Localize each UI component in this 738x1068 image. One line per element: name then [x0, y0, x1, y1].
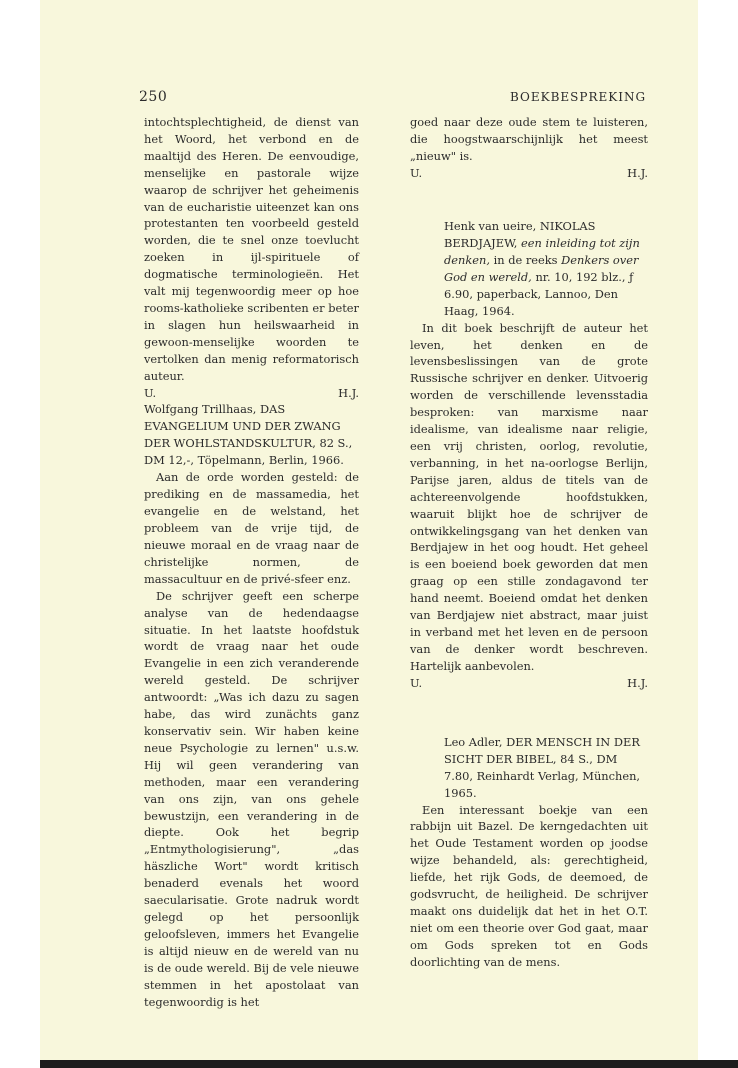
review-3-series-label: in de reeks: [493, 252, 558, 267]
page-number: 250: [139, 89, 168, 105]
review-3-bibliography: [444, 218, 648, 320]
reviewer-initial-left: U.: [144, 385, 157, 400]
review-2-paragraph-1: Aan de orde worden gesteld: de prediking en de massamedia, het evangelie en de welstand, het probleem van de vrije tijd, de nieuwe moraal en de vraag naar de christelijke normen, de massacultuur en de privé-sfeer enz.: [144, 470, 359, 586]
review-4-bibliography: Leo Adler, DER MENSCH IN DER SICHT DER BIBEL, 84 S., DM 7.80, Reinhardt Verlag, München, 1965.: [444, 734, 641, 800]
review-2-signature: [410, 165, 648, 182]
reviewer-initial-right: H.J.: [338, 385, 359, 400]
review-3-series: Denkers over God en wereld,: [444, 252, 639, 284]
reviewer-initial-left: U.: [410, 165, 423, 180]
review-3-paragraph-1: In dit boek beschrijft de auteur het leven, het denken en de levensbeslissingen van de grote Russische schrijver en denker. Uitvoerig worden de verschillende levensstadia besproken: van marxisme naar idealisme, van idealisme naar religie, een vrij christen, oorlog, revolutie, verbanning, in het na-oorlogse Berlijn, Parijse jaren, aldus de titels van de achtereenvolgende hoofdstukken, waaruit blijkt hoe de schrijver de ontwikkelingsgang van het denken van Berdjajew in het oog houdt. Het geheel is een boeiend boek geworden dat men graag op een stille zondagavond ter hand neemt. Boeiend omdat het denken van Berdjajew niet abstract, maar juist in verband met het leven en de persoon van de denker wordt beschreven. Hartelijk aanbevolen.: [410, 320, 648, 673]
running-head: BOEKBESPREKING: [510, 90, 647, 104]
reviewer-initial-right: H.J.: [627, 675, 648, 690]
review-2-bibliography: Wolfgang Trillhaas, DAS EVANGELIUM UND DER ZWANG DER WOHLSTANDSKULTUR, 82 S., DM 12,-, Töpelmann, Berlin, 1966.: [144, 402, 353, 468]
review-3-publication: nr. 10, 192 blz., ƒ 6.90, paperback, Lannoo, Den Haag, 1964.: [444, 269, 634, 318]
scan-bottom-edge: [40, 1060, 738, 1068]
right-column: [410, 114, 648, 971]
review-3-subtitle: een inleiding tot zijn denken,: [444, 235, 640, 267]
review-4-paragraph-1: Een interessant boekje van een rabbijn uit Bazel. De kerngedachten uit het Oude Testament worden op joodse wijze behandeld, als: gerechtigheid, liefde, het rijk Gods, de deemoed, de godsvrucht, de heiligheid. De schrijver maakt ons duidelijk dat het in het O.T. niet om een theorie over God gaat, maar om Gods spreken tot en Gods doorlichting van de mens.: [410, 802, 648, 969]
left-column: [144, 114, 359, 1010]
review-1-signature: [144, 385, 359, 402]
reviewer-initial-right: H.J.: [627, 165, 648, 180]
review-3-author-title: Henk van ueire, NIKOLAS BERDJAJEW,: [444, 218, 596, 250]
scan-margin: [0, 0, 40, 1068]
review-1-text-end: intochtsplechtigheid, de dienst van het Woord, het verbond en de maaltijd des Heren. De eenvoudige, menselijke en pastorale wijze waarop de schrijver het geheimenis van de eucharistie uiteenzet kan ons protestanten ten voorbeeld gesteld worden, die te snel onze toevlucht zoeken in ijl-spirituele of dogmatische terminologieën. Het valt mij tegenwoordig meer op hoe rooms-katholieke scribenten er beter in slagen hun heilswaarheid in gewoon-menselijke woorden te vertolken dan menig reformatorisch auteur.: [144, 115, 359, 383]
review-2-paragraph-2: De schrijver geeft een scherpe analyse van de hedendaagse situatie. In het laatste hoofdstuk wordt de vraag naar het oude Evangelie in een zich veranderende wereld gesteld. De schrijver antwoordt: „Was ich dazu zu sagen habe, das wird zunächts ganz konservativ sein. Wir haben keine neue Psychologie zu lernen" u.s.w. Hij wil geen verandering van methoden, maar een verandering van ons zijn, van ons gehele bewustzijn, een verandering in de diepte. Ook het begrip „Entmythologisierung", „das häszliche Wort" wordt kritisch benaderd evenals het woord saecularisatie. Grote nadruk wordt gelegd op het persoonlijk geloofsleven, immers het Evangelie is altijd nieuw en de wereld van nu is de oude wereld. Bij de vele nieuwe stemmen in het apostolaat van tegenwoordig is het: [144, 588, 360, 1009]
review-3-signature: [410, 675, 648, 692]
reviewer-initial-left: U.: [410, 675, 423, 690]
review-2-text-end: goed naar deze oude stem te luisteren, die hoogstwaarschijnlijk het meest „nieuw" is.: [410, 115, 648, 163]
